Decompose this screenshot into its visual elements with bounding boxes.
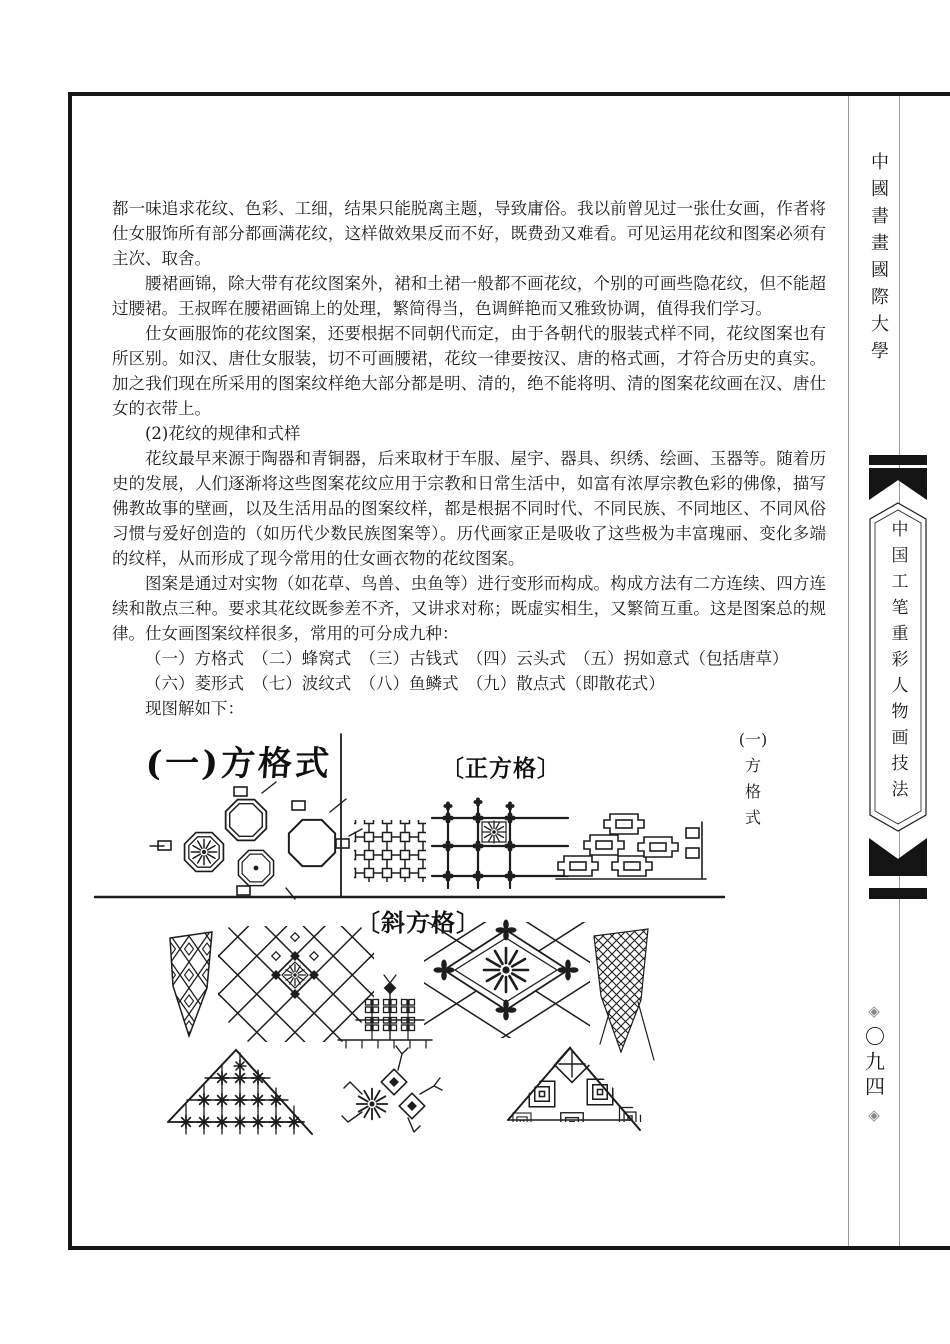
figure-label-diagonal-grid: 〔斜方格〕 [356,908,481,937]
pattern-list-line-1: （一）方格式 （二）蜂窝式 （三）古钱式 （四）云头式 （五）拐如意式（包括唐草） [145,649,789,668]
diamond-ornament-icon: ◈ [868,1106,880,1124]
caption-line: (一) [738,730,768,749]
triangle-square-pattern [508,1046,641,1136]
page-number: 〇九四 [861,1026,886,1101]
diamond-cluster-motif [342,1046,442,1132]
banner-top-bar [869,455,927,465]
paragraph: 图案是通过对实物（如花草、鸟兽、虫鱼等）进行变形而构成。构成方法有二方连续、四方连续和散点三种。要求其花纹既参差不齐，又讲求对称；既虚实相生，又繁简互重。这是图案总的规律。仕女画图案纹样很多，常用的可分成九种： [112,574,826,643]
fret-grid-pattern [354,820,426,882]
university-title-vertical: 中國書畫國際大學 [868,152,889,368]
diamond-strip-left [170,932,212,1036]
paragraph: 腰裙画锦，除大带有花纹图案外，裙和土裙一般都不画花纹，个别的可画些隐花纹，但不能超过腰裙。王叔晖在腰裙画锦上的处理，繁简得当，色调鲜艳而又雅致协调，值得我们学习。 [112,274,826,318]
paragraph: 花纹最早来源于陶器和青铜器，后来取材于车服、屋宇、器具、织绣、绘画、玉器等。随着历史的发展，人们逐渐将这些图案花纹应用于宗教和日常生活中，如富有浓厚宗教色彩的佛像，描写佛教故事的壁画，以及生活用品的图案纹样，都是根据不同时代、不同民族、不同地区、不同风俗习惯与爱好创造的（如历代少数民族图案等）。历代画家正是吸收了这些极为丰富瑰丽、变化多端的纹样，从而形成了现今常用的仕女画衣物的花纹图案。 [112,449,826,568]
figure-title-grid-style: (一)方格式 [144,744,334,784]
section-heading: (2)花纹的规律和式样 [145,424,301,443]
caption-line: 方 [744,756,761,775]
diagonal-lattice-right [281,826,732,1114]
paragraph: 都一味追求花纹、色彩、工细，结果只能脱离主题，导致庸俗。我以前曾见过一张仕女画，作者将仕女服饰所有部分都画满花纹，这样做效果反而不好，既费劲又难看。可见运用花纹和图案必须有主次、取舍。 [112,199,826,268]
square-grid-pattern [432,798,568,888]
banner-plaque [869,502,927,832]
book-title-banner [869,455,927,899]
caption-line: 格 [744,782,761,801]
body-text [112,196,826,721]
crosshatch-strip-right [594,929,654,1060]
paragraph: 仕女画服饰的花纹图案，还要根据不同朝代而定，由于各朝代的服装式样不同，花纹图案也有所区别。如汉、唐仕女服装，切不可画腰裙，花纹一律要按汉、唐的格式画，才符合历史的真实。加之我们现在所采用的图案纹样绝大部分都是明、清的，绝不能将明、清的图案花纹画在汉、唐仕女的衣带上。 [112,324,826,418]
book-title-vertical: 中国工笔重彩人物画技法 [887,520,908,806]
figure-label-straight-grid: 〔正方格〕 [441,755,561,782]
octagon-pattern [150,782,362,899]
pattern-illustrations [90,724,770,1148]
banner-ribbon-bottom-icon [869,838,927,876]
banner-bottom-bar [869,888,927,899]
caption-line: 式 [744,808,761,827]
diamond-ornament-icon: ◈ [868,1002,880,1020]
banner-ribbon-top-icon [869,468,927,500]
brick-fret-pattern [556,814,706,879]
paragraph: 现图解如下： [145,699,244,718]
triangle-star-pattern [168,1050,312,1134]
pattern-list-line-2: （六）菱形式 （七）波纹式 （八）鱼鳞式 （九）散点式（即散花式） [145,674,665,693]
page-number-column [849,1004,899,1123]
cross-motif [338,975,432,1048]
